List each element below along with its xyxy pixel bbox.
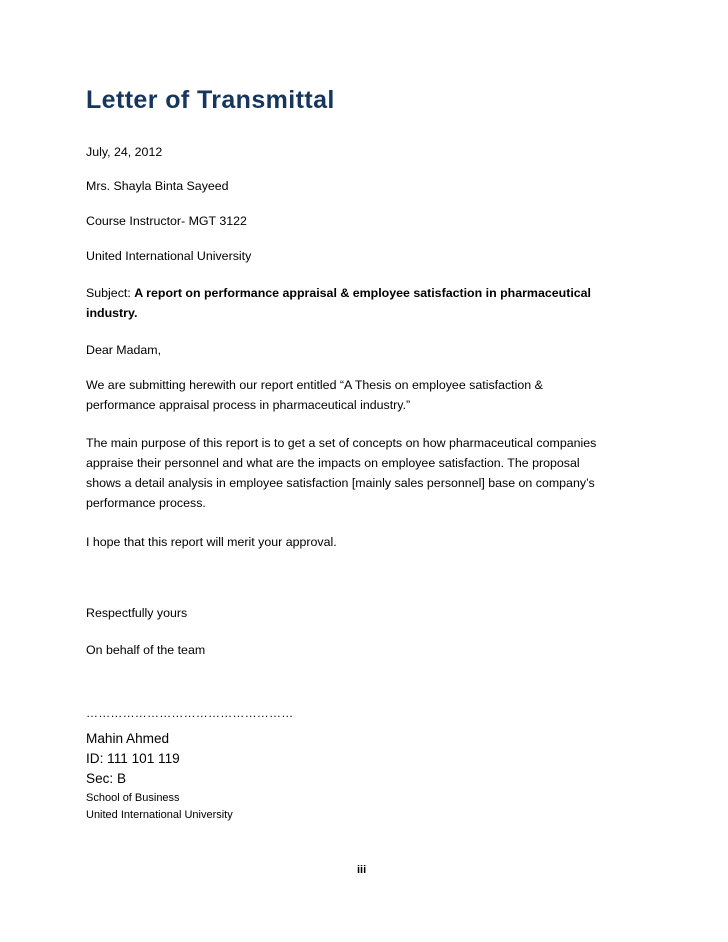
paragraph-2-line-4: performance process. [86,496,206,510]
recipient-name: Mrs. Shayla Binta Sayeed [86,179,229,193]
paragraph-2 [86,433,646,513]
signer-section: Sec: B [86,771,127,786]
subject-line-1: A report on performance appraisal & employee satisfaction in pharmaceutical [134,286,591,300]
signer-id: ID: 111 101 119 [86,751,180,766]
signer-school: School of Business [86,792,180,804]
letter-date: July, 24, 2012 [86,145,163,159]
recipient-institution: United International University [86,249,252,263]
salutation: Dear Madam, [86,343,162,357]
paragraph-2-line-2: appraise their personnel and what are the impacts on employee satisfaction. The proposal [86,456,580,470]
subject-line-2: industry. [86,306,138,320]
signer-university: United International University [86,809,233,821]
page-number: iii [357,864,367,876]
paragraph-2-line-1: The main purpose of this report is to get a set of concepts on how pharmaceutical companies [86,436,597,450]
signature-line: …………………………………………… [86,706,294,720]
paragraph-1-line-1: We are submitting herewith our report entitled “A Thesis on employee satisfaction & [86,378,543,392]
paragraph-3: I hope that this report will merit your approval. [86,535,337,549]
behalf-line: On behalf of the team [86,643,206,657]
closing: Respectfully yours [86,606,188,620]
signer-name: Mahin Ahmed [86,731,170,746]
letter-title: Letter of Transmittal [86,86,335,114]
recipient-position: Course Instructor- MGT 3122 [86,214,247,228]
subject-block [86,283,646,323]
subject-label: Subject: [86,286,131,300]
paragraph-1 [86,375,646,415]
paragraph-1-line-2: performance appraisal process in pharmaceutical industry.” [86,398,411,412]
paragraph-2-line-3: shows a detail analysis in employee satisfaction [mainly sales personnel] base on company’s [86,476,595,490]
